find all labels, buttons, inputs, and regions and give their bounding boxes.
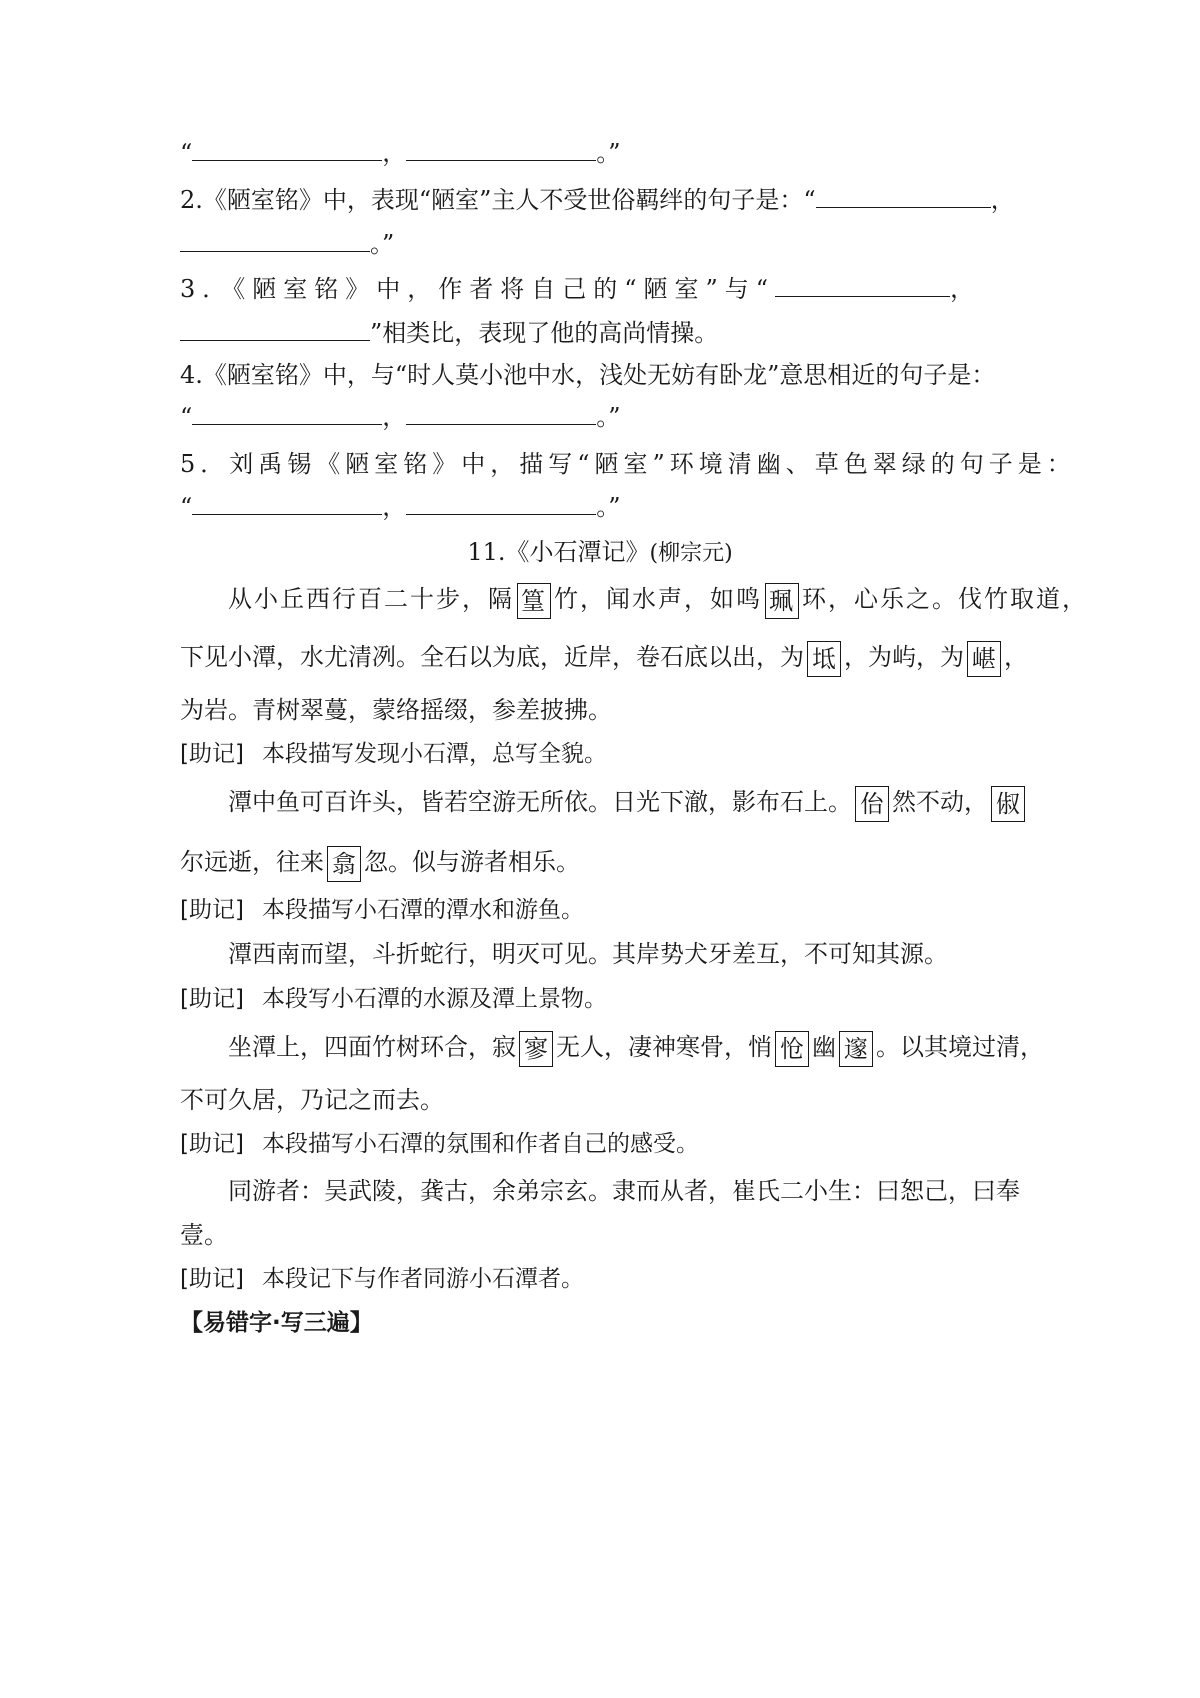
answer-blank[interactable] bbox=[775, 274, 950, 297]
text: 下见小潭，水尤清冽。全石以为底，近岸，卷石底以出，为 bbox=[180, 643, 804, 671]
p1-line1 bbox=[228, 582, 1088, 619]
note-text: 本段描写小石潭的潭水和游鱼。 bbox=[261, 897, 584, 923]
comma: ， bbox=[950, 275, 982, 303]
text: 尔远逝，往来 bbox=[180, 848, 324, 876]
p2-line2 bbox=[180, 845, 1040, 882]
text: 环，心乐之。伐竹取道， bbox=[802, 585, 1088, 613]
answer-blank[interactable] bbox=[192, 402, 382, 425]
p4-line1 bbox=[228, 1030, 1044, 1067]
note-tag: [助记] bbox=[180, 986, 244, 1012]
answer-blank[interactable] bbox=[192, 138, 382, 161]
q2-text: 2.《陋室铭》中，表现“陋室”主人不受世俗羁绊的句子是：“ bbox=[180, 186, 816, 214]
p1-line2 bbox=[180, 640, 1040, 677]
comma: ， bbox=[382, 493, 407, 521]
q3-text: 3．《陋室铭》中，作者将自己的“陋室”与“ bbox=[180, 275, 776, 303]
text: 竹，闻水声，如鸣 bbox=[554, 585, 762, 613]
answer-blank[interactable] bbox=[180, 229, 370, 252]
text: 忽。似与游者相乐。 bbox=[364, 848, 580, 876]
boxed-char: 寥 bbox=[519, 1031, 553, 1067]
section-title-text: 11.《小石潭记》 bbox=[467, 538, 650, 566]
q5-line1 bbox=[180, 447, 1076, 481]
text: 不可久居，乃记之而去。 bbox=[180, 1086, 444, 1114]
q2-line2 bbox=[180, 227, 1040, 261]
open-quote: “ bbox=[180, 403, 193, 431]
answer-blank[interactable] bbox=[180, 318, 370, 341]
note-tag: [助记] bbox=[180, 741, 244, 767]
answer-blank[interactable] bbox=[406, 492, 596, 515]
q4-line1 bbox=[180, 358, 1040, 392]
text: 。以其境过清， bbox=[876, 1033, 1044, 1061]
open-quote: “ bbox=[180, 139, 193, 167]
comma: ， bbox=[382, 403, 407, 431]
note-text: 本段记下与作者同游小石潭者。 bbox=[261, 1266, 584, 1292]
note-4 bbox=[180, 1127, 1040, 1161]
q3-line2 bbox=[180, 316, 1040, 350]
boxed-char: 坻 bbox=[807, 641, 841, 677]
boxed-char: 邃 bbox=[839, 1031, 873, 1067]
p5-line2 bbox=[180, 1218, 1040, 1252]
answer-blank[interactable] bbox=[192, 492, 382, 515]
note-text: 本段写小石潭的水源及潭上景物。 bbox=[261, 986, 607, 1012]
text: 坐潭上，四面竹树环合，寂 bbox=[228, 1033, 516, 1061]
footer-heading-text: 【易错字·写三遍】 bbox=[180, 1310, 373, 1336]
section-title bbox=[0, 535, 1200, 571]
text: 潭中鱼可百许头，皆若空游无所依。日光下澈，影布石上。 bbox=[228, 788, 852, 816]
q2-line1 bbox=[180, 183, 1040, 217]
answer-blank[interactable] bbox=[816, 185, 991, 208]
boxed-char: 佁 bbox=[855, 786, 889, 822]
boxed-char: 怆 bbox=[775, 1031, 809, 1067]
q5-answer-line bbox=[180, 490, 1040, 524]
note-text: 本段描写小石潭的氛围和作者自己的感受。 bbox=[261, 1131, 699, 1157]
text: 然不动， bbox=[892, 788, 988, 816]
note-tag: [助记] bbox=[180, 1131, 244, 1157]
answer-blank[interactable] bbox=[406, 402, 596, 425]
note-tag: [助记] bbox=[180, 897, 244, 923]
text: ， bbox=[1004, 643, 1028, 671]
boxed-char: 嵁 bbox=[967, 641, 1001, 677]
q3-line1 bbox=[180, 272, 1040, 306]
text: 无人，凄神寒骨，悄 bbox=[556, 1033, 772, 1061]
text: ，为屿，为 bbox=[844, 643, 964, 671]
comma: ， bbox=[382, 139, 407, 167]
q4-text: 4.《陋室铭》中，与“时人莫小池中水，浅处无妨有卧龙”意思相近的句子是： bbox=[180, 361, 996, 389]
q4-answer-line bbox=[180, 400, 1040, 434]
q3-text-cont: ”相类比，表现了他的高尚情操。 bbox=[370, 319, 719, 347]
text: 同游者：吴武陵，龚古，余弟宗玄。隶而从者，崔氏二小生：曰恕己，曰奉 bbox=[228, 1177, 1020, 1205]
open-quote: “ bbox=[180, 493, 193, 521]
note-1 bbox=[180, 737, 1040, 771]
close-quote: 。” bbox=[596, 403, 621, 431]
close-quote: 。” bbox=[370, 230, 395, 258]
p1-line3 bbox=[180, 693, 1040, 727]
p2-line1 bbox=[228, 785, 1040, 822]
q5-text: 5．刘禹锡《陋室铭》中，描写“陋室”环境清幽、草色翠绿的句子是： bbox=[180, 450, 1076, 478]
p5-line1 bbox=[228, 1174, 1040, 1208]
note-5 bbox=[180, 1262, 1040, 1296]
note-2 bbox=[180, 893, 1040, 927]
p3-line1 bbox=[228, 937, 1040, 971]
boxed-char: 翕 bbox=[327, 846, 361, 882]
p4-line2 bbox=[180, 1083, 1040, 1117]
boxed-char: 篁 bbox=[517, 583, 551, 619]
section-author: (柳宗元) bbox=[649, 541, 733, 566]
text: 幽 bbox=[812, 1033, 836, 1061]
text: 为岩。青树翠蔓，蒙络摇缀，参差披拂。 bbox=[180, 696, 612, 724]
boxed-char: 俶 bbox=[991, 786, 1025, 822]
text: 壹。 bbox=[180, 1221, 228, 1249]
note-tag: [助记] bbox=[180, 1266, 244, 1292]
note-3 bbox=[180, 982, 1040, 1016]
close-quote: 。” bbox=[596, 139, 621, 167]
q1-answer-line bbox=[180, 136, 1040, 170]
comma: ， bbox=[990, 186, 1015, 214]
answer-blank[interactable] bbox=[406, 138, 596, 161]
boxed-char: 珮 bbox=[765, 583, 799, 619]
note-text: 本段描写发现小石潭，总写全貌。 bbox=[261, 741, 607, 767]
close-quote: 。” bbox=[596, 493, 621, 521]
text: 潭西南而望，斗折蛇行，明灭可见。其岸势犬牙差互，不可知其源。 bbox=[228, 940, 948, 968]
footer-heading bbox=[180, 1306, 1040, 1340]
text: 从小丘西行百二十步，隔 bbox=[228, 585, 514, 613]
